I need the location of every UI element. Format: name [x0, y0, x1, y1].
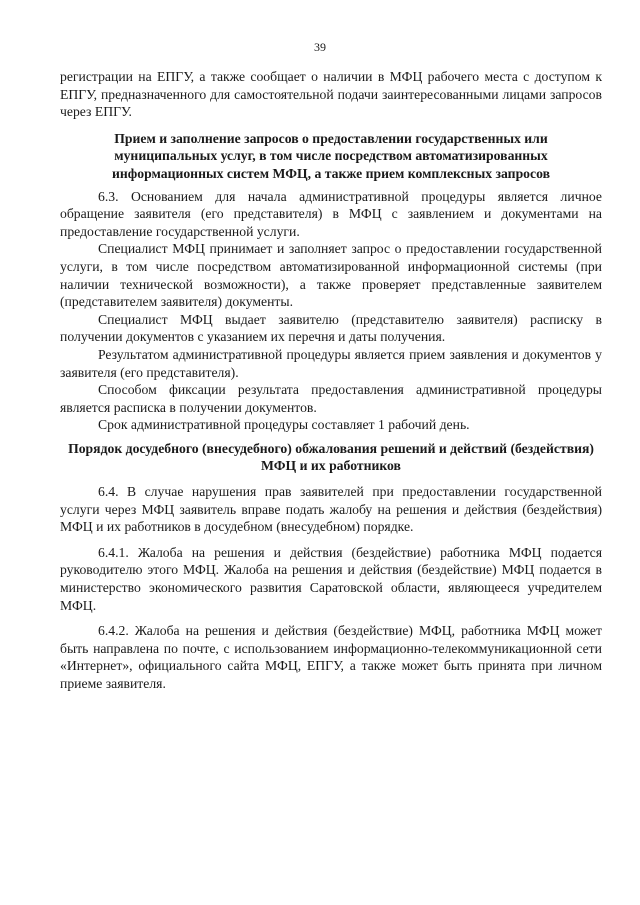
paragraph-6-3: 6.3. Основанием для начала административной процедуры является личное обращение заявителя (его представителя) в МФЦ с заявлением и документами на предоставление государственной услуги. [60, 188, 602, 239]
paragraph-fixation-method: Способом фиксации результата предоставления административной процедуры является расписка в получении документов. [60, 382, 602, 415]
paragraph-epgu-access: регистрации на ЕПГУ, а также сообщает о наличии в МФЦ рабочего места с доступом к ЕПГУ, предназначенного для самостоятельной подачи заинтересованными лицами запросов через ЕПГУ. [60, 69, 602, 120]
document-body [60, 68, 602, 693]
paragraph-6-4: 6.4. В случае нарушения прав заявителей при предоставлении государственной услуги через МФЦ заявитель вправе подать жалобу на решения и действия (бездействия) МФЦ и их работников в досудебном (внесудебном) порядке. [60, 484, 602, 535]
paragraph-6-4-2: 6.4.2. Жалоба на решения и действия (бездействие) МФЦ, работника МФЦ может быть направлена по почте, с использованием информационно-телекоммуникационной сети «Интернет», официального сайта МФЦ, ЕПГУ, а также может быть принята при личном приеме заявителя. [60, 623, 602, 691]
page-number: 39 [314, 40, 326, 54]
paragraph-specialist-receipt: Специалист МФЦ выдает заявителю (представителю заявителя) расписку в получении документов с указанием их перечня и даты получения. [60, 311, 602, 345]
paragraph-procedure-term: Срок административной процедуры составляет 1 рабочий день. [98, 417, 470, 433]
paragraph-procedure-result: Результатом административной процедуры является прием заявления и документов у заявителя (его представителя). [60, 346, 602, 380]
section-heading-request-intake: Прием и заполнение запросов о предоставлении государственных или муниципальных услуг, в том числе посредством автоматизированных информационных систем МФЦ, а также прием комплексных запросов [112, 130, 550, 181]
paragraph-specialist-accepts: Специалист МФЦ принимает и заполняет запрос о предоставлении государственной услуги, в том числе посредством автоматизированной информационной системы (при наличии технической возможности), а также проверяет представленные заявителем (представителем заявителя) документы. [60, 241, 602, 310]
section-heading-appeal-procedure: Порядок досудебного (внесудебного) обжалования решений и действий (бездействия) МФЦ и их работников [68, 440, 594, 474]
paragraph-6-4-1: 6.4.1. Жалоба на решения и действия (бездействие) работника МФЦ подается руководителю этого МФЦ. Жалоба на решения и действия (бездействие) МФЦ подается в министерство экономического развития Саратовской области, являющееся учредителем МФЦ. [60, 544, 602, 613]
